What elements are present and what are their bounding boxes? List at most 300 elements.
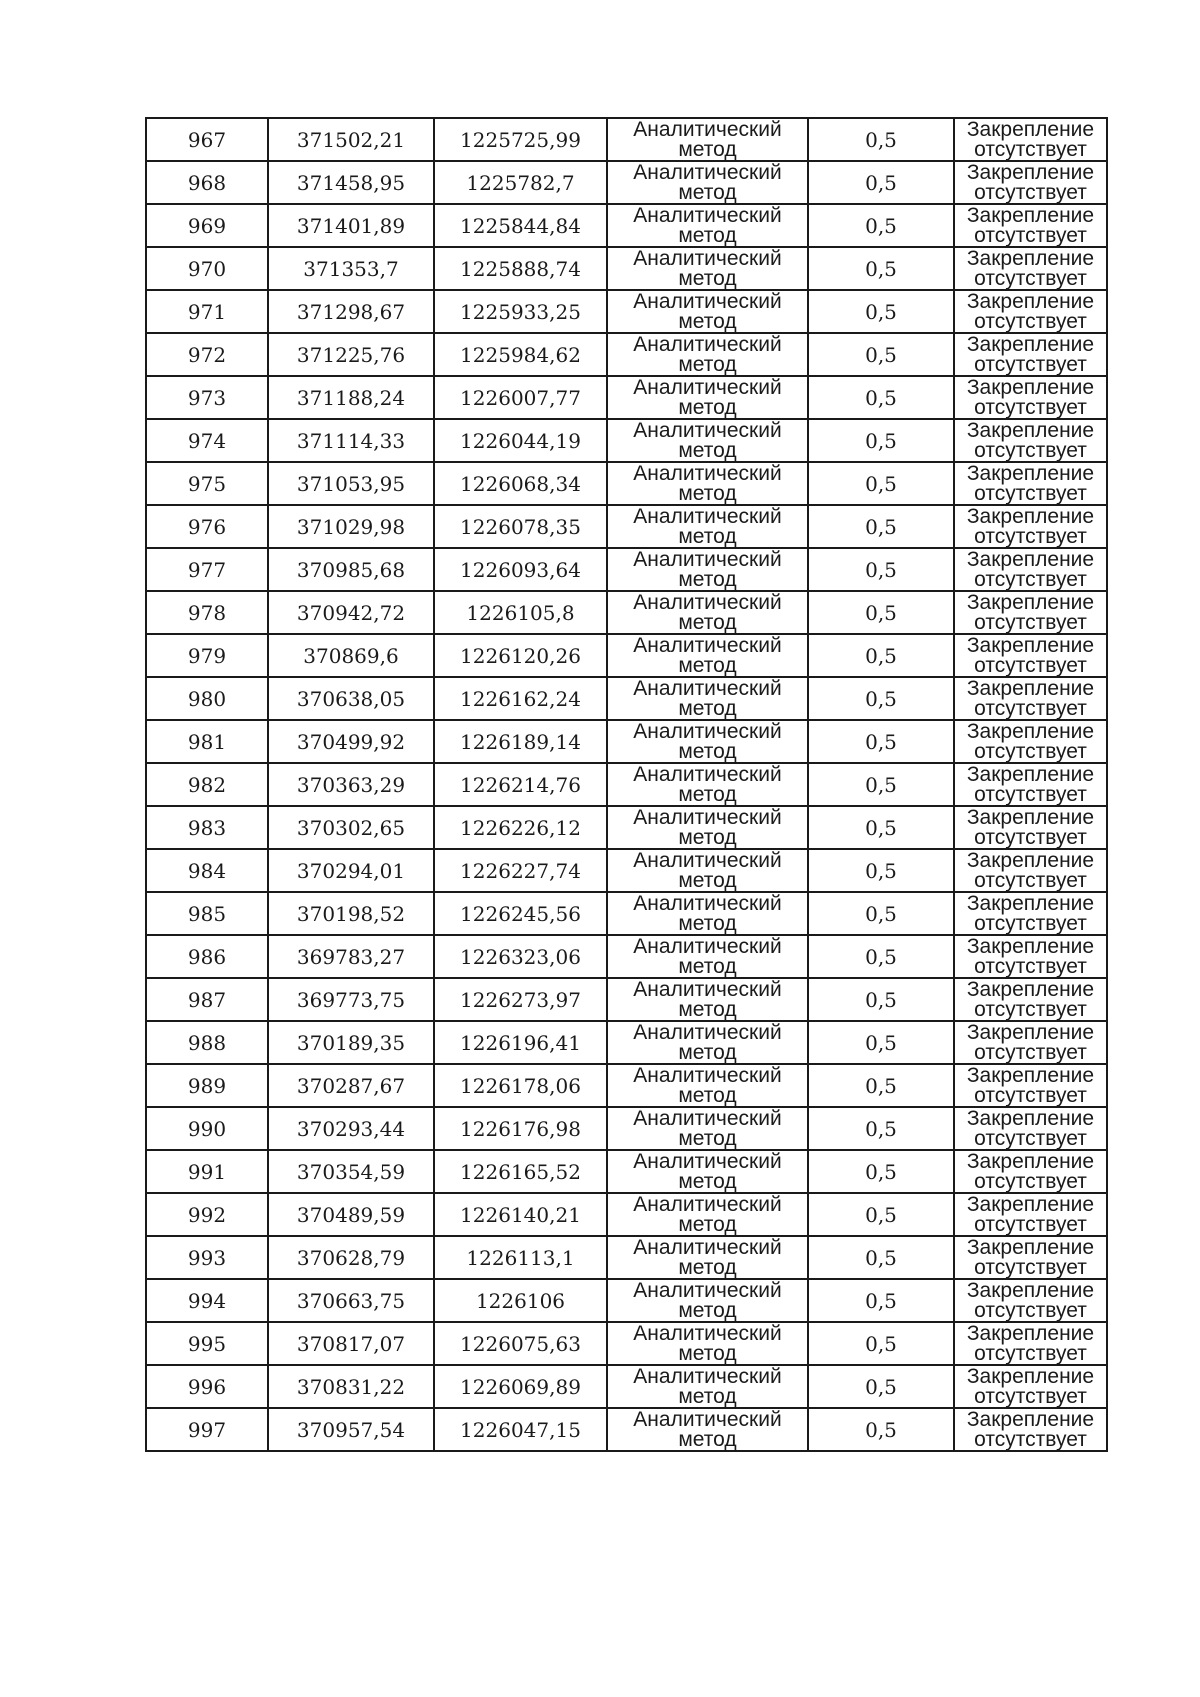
y-coordinate-cell: 1225844,84	[434, 204, 607, 247]
point-number-cell: 985	[146, 892, 268, 935]
fixing-cell-line: отсутствует	[974, 1255, 1087, 1279]
accuracy-cell: 0,5	[808, 161, 954, 204]
table-row	[146, 1150, 1107, 1193]
fixing-cell-line: Закрепление	[966, 1321, 1095, 1345]
fixing-cell	[954, 1064, 1107, 1107]
method-cell-line: Аналитический	[633, 1063, 782, 1087]
point-number-cell: 992	[146, 1193, 268, 1236]
method-cell	[607, 548, 808, 591]
method-cell-line: Аналитический	[633, 289, 782, 313]
y-coordinate-cell: 1225933,25	[434, 290, 607, 333]
method-cell-line: Аналитический	[633, 977, 782, 1001]
table-row	[146, 1365, 1107, 1408]
y-coordinate-cell: 1226120,26	[434, 634, 607, 677]
x-coordinate-cell: 370869,6	[268, 634, 434, 677]
method-cell-line: Аналитический	[633, 934, 782, 958]
method-cell-line: метод	[678, 653, 737, 677]
point-number-cell: 987	[146, 978, 268, 1021]
fixing-cell-line: отсутствует	[974, 1126, 1087, 1150]
fixing-cell	[954, 1236, 1107, 1279]
method-cell-line: метод	[678, 266, 737, 290]
fixing-cell	[954, 1322, 1107, 1365]
fixing-cell	[954, 1365, 1107, 1408]
fixing-cell	[954, 849, 1107, 892]
y-coordinate-cell: 1226178,06	[434, 1064, 607, 1107]
fixing-cell-line: отсутствует	[974, 1212, 1087, 1236]
fixing-cell-line: Закрепление	[966, 1278, 1095, 1302]
point-number-cell: 975	[146, 462, 268, 505]
fixing-cell-line: отсутствует	[974, 266, 1087, 290]
accuracy-cell: 0,5	[808, 806, 954, 849]
fixing-cell-line: отсутствует	[974, 782, 1087, 806]
method-cell-line: Аналитический	[633, 1278, 782, 1302]
method-cell-line: метод	[678, 1212, 737, 1236]
fixing-cell-line: отсутствует	[974, 610, 1087, 634]
method-cell-line: Аналитический	[633, 1364, 782, 1388]
method-cell-line: Аналитический	[633, 762, 782, 786]
method-cell-line: метод	[678, 825, 737, 849]
fixing-cell-line: отсутствует	[974, 653, 1087, 677]
method-cell	[607, 204, 808, 247]
fixing-cell	[954, 419, 1107, 462]
y-coordinate-cell: 1226007,77	[434, 376, 607, 419]
x-coordinate-cell: 370354,59	[268, 1150, 434, 1193]
fixing-cell-line: отсутствует	[974, 1169, 1087, 1193]
point-number-cell: 991	[146, 1150, 268, 1193]
method-cell-line: метод	[678, 954, 737, 978]
accuracy-cell: 0,5	[808, 118, 954, 161]
fixing-cell-line: Закрепление	[966, 504, 1095, 528]
fixing-cell	[954, 118, 1107, 161]
method-cell-line: метод	[678, 180, 737, 204]
method-cell-line: Аналитический	[633, 633, 782, 657]
fixing-cell-line: отсутствует	[974, 997, 1087, 1021]
table-row	[146, 333, 1107, 376]
x-coordinate-cell: 370294,01	[268, 849, 434, 892]
fixing-cell-line: Закрепление	[966, 1106, 1095, 1130]
fixing-cell-line: отсутствует	[974, 739, 1087, 763]
method-cell	[607, 1064, 808, 1107]
fixing-cell	[954, 1021, 1107, 1064]
fixing-cell-line: Закрепление	[966, 289, 1095, 313]
y-coordinate-cell: 1226245,56	[434, 892, 607, 935]
accuracy-cell: 0,5	[808, 333, 954, 376]
method-cell	[607, 634, 808, 677]
method-cell-line: Аналитический	[633, 805, 782, 829]
method-cell-line: Аналитический	[633, 504, 782, 528]
y-coordinate-cell: 1226047,15	[434, 1408, 607, 1451]
method-cell	[607, 806, 808, 849]
table-row	[146, 677, 1107, 720]
method-cell-line: метод	[678, 524, 737, 548]
accuracy-cell: 0,5	[808, 419, 954, 462]
table-row	[146, 763, 1107, 806]
fixing-cell-line: Закрепление	[966, 934, 1095, 958]
accuracy-cell: 0,5	[808, 720, 954, 763]
point-number-cell: 996	[146, 1365, 268, 1408]
fixing-cell-line: Закрепление	[966, 633, 1095, 657]
fixing-cell-line: отсутствует	[974, 696, 1087, 720]
fixing-cell	[954, 1408, 1107, 1451]
accuracy-cell: 0,5	[808, 591, 954, 634]
fixing-cell-line: Закрепление	[966, 1364, 1095, 1388]
table-row	[146, 204, 1107, 247]
accuracy-cell: 0,5	[808, 1279, 954, 1322]
point-number-cell: 981	[146, 720, 268, 763]
method-cell-line: метод	[678, 1169, 737, 1193]
x-coordinate-cell: 370363,29	[268, 763, 434, 806]
x-coordinate-cell: 371401,89	[268, 204, 434, 247]
method-cell-line: метод	[678, 739, 737, 763]
method-cell-line: метод	[678, 1298, 737, 1322]
y-coordinate-cell: 1226106	[434, 1279, 607, 1322]
method-cell-line: Аналитический	[633, 418, 782, 442]
x-coordinate-cell: 370287,67	[268, 1064, 434, 1107]
method-cell-line: метод	[678, 1040, 737, 1064]
method-cell-line: Аналитический	[633, 891, 782, 915]
y-coordinate-cell: 1226273,97	[434, 978, 607, 1021]
method-cell	[607, 892, 808, 935]
accuracy-cell: 0,5	[808, 935, 954, 978]
accuracy-cell: 0,5	[808, 376, 954, 419]
method-cell	[607, 333, 808, 376]
method-cell-line: Аналитический	[633, 1192, 782, 1216]
accuracy-cell: 0,5	[808, 978, 954, 1021]
x-coordinate-cell: 371225,76	[268, 333, 434, 376]
method-cell-line: метод	[678, 481, 737, 505]
fixing-cell	[954, 677, 1107, 720]
method-cell-line: метод	[678, 395, 737, 419]
x-coordinate-cell: 371188,24	[268, 376, 434, 419]
fixing-cell	[954, 1279, 1107, 1322]
method-cell	[607, 161, 808, 204]
table-row	[146, 1322, 1107, 1365]
y-coordinate-cell: 1226214,76	[434, 763, 607, 806]
accuracy-cell: 0,5	[808, 1150, 954, 1193]
fixing-cell-line: Закрепление	[966, 461, 1095, 485]
accuracy-cell: 0,5	[808, 1236, 954, 1279]
x-coordinate-cell: 371114,33	[268, 419, 434, 462]
method-cell	[607, 462, 808, 505]
y-coordinate-cell: 1226113,1	[434, 1236, 607, 1279]
point-number-cell: 993	[146, 1236, 268, 1279]
table-row	[146, 978, 1107, 1021]
y-coordinate-cell: 1226068,34	[434, 462, 607, 505]
point-number-cell: 979	[146, 634, 268, 677]
accuracy-cell: 0,5	[808, 1365, 954, 1408]
fixing-cell-line: Закрепление	[966, 891, 1095, 915]
point-number-cell: 988	[146, 1021, 268, 1064]
point-number-cell: 989	[146, 1064, 268, 1107]
table-row	[146, 118, 1107, 161]
accuracy-cell: 0,5	[808, 1408, 954, 1451]
point-number-cell: 977	[146, 548, 268, 591]
fixing-cell-line: отсутствует	[974, 954, 1087, 978]
point-number-cell: 997	[146, 1408, 268, 1451]
table-row	[146, 1279, 1107, 1322]
accuracy-cell: 0,5	[808, 1107, 954, 1150]
method-cell	[607, 849, 808, 892]
method-cell-line: метод	[678, 696, 737, 720]
method-cell-line: метод	[678, 911, 737, 935]
table-row	[146, 1021, 1107, 1064]
table-row	[146, 849, 1107, 892]
x-coordinate-cell: 371298,67	[268, 290, 434, 333]
method-cell-line: Аналитический	[633, 848, 782, 872]
method-cell	[607, 591, 808, 634]
x-coordinate-cell: 370957,54	[268, 1408, 434, 1451]
table-row	[146, 892, 1107, 935]
point-number-cell: 995	[146, 1322, 268, 1365]
method-cell-line: Аналитический	[633, 1235, 782, 1259]
fixing-cell-line: отсутствует	[974, 1298, 1087, 1322]
method-cell	[607, 376, 808, 419]
method-cell-line: Аналитический	[633, 547, 782, 571]
x-coordinate-cell: 371053,95	[268, 462, 434, 505]
method-cell-line: Аналитический	[633, 590, 782, 614]
y-coordinate-cell: 1226176,98	[434, 1107, 607, 1150]
fixing-cell-line: Закрепление	[966, 1020, 1095, 1044]
y-coordinate-cell: 1226162,24	[434, 677, 607, 720]
point-number-cell: 984	[146, 849, 268, 892]
method-cell	[607, 1408, 808, 1451]
fixing-cell	[954, 204, 1107, 247]
x-coordinate-cell: 370638,05	[268, 677, 434, 720]
method-cell-line: метод	[678, 782, 737, 806]
table-row	[146, 1064, 1107, 1107]
method-cell-line: Аналитический	[633, 246, 782, 270]
fixing-cell-line: Закрепление	[966, 977, 1095, 1001]
x-coordinate-cell: 370831,22	[268, 1365, 434, 1408]
accuracy-cell: 0,5	[808, 1064, 954, 1107]
method-cell-line: Аналитический	[633, 719, 782, 743]
table-row	[146, 462, 1107, 505]
point-number-cell: 994	[146, 1279, 268, 1322]
table-row	[146, 419, 1107, 462]
y-coordinate-cell: 1226075,63	[434, 1322, 607, 1365]
table-row	[146, 161, 1107, 204]
fixing-cell	[954, 806, 1107, 849]
point-number-cell: 969	[146, 204, 268, 247]
fixing-cell-line: Закрепление	[966, 547, 1095, 571]
fixing-cell-line: Закрепление	[966, 1235, 1095, 1259]
accuracy-cell: 0,5	[808, 634, 954, 677]
fixing-cell-line: Закрепление	[966, 1063, 1095, 1087]
fixing-cell	[954, 462, 1107, 505]
table-row	[146, 1193, 1107, 1236]
fixing-cell-line: Закрепление	[966, 418, 1095, 442]
fixing-cell-line: Закрепление	[966, 332, 1095, 356]
x-coordinate-cell: 369773,75	[268, 978, 434, 1021]
y-coordinate-cell: 1226078,35	[434, 505, 607, 548]
y-coordinate-cell: 1226093,64	[434, 548, 607, 591]
y-coordinate-cell: 1226140,21	[434, 1193, 607, 1236]
x-coordinate-cell: 370817,07	[268, 1322, 434, 1365]
point-number-cell: 971	[146, 290, 268, 333]
accuracy-cell: 0,5	[808, 763, 954, 806]
method-cell-line: метод	[678, 997, 737, 1021]
method-cell-line: Аналитический	[633, 1321, 782, 1345]
x-coordinate-cell: 370198,52	[268, 892, 434, 935]
table-row	[146, 376, 1107, 419]
x-coordinate-cell: 370489,59	[268, 1193, 434, 1236]
accuracy-cell: 0,5	[808, 204, 954, 247]
x-coordinate-cell: 369783,27	[268, 935, 434, 978]
accuracy-cell: 0,5	[808, 462, 954, 505]
x-coordinate-cell: 370942,72	[268, 591, 434, 634]
fixing-cell-line: Закрепление	[966, 375, 1095, 399]
fixing-cell-line: отсутствует	[974, 911, 1087, 935]
fixing-cell	[954, 634, 1107, 677]
fixing-cell-line: Закрепление	[966, 160, 1095, 184]
accuracy-cell: 0,5	[808, 290, 954, 333]
method-cell	[607, 505, 808, 548]
fixing-cell	[954, 1107, 1107, 1150]
x-coordinate-cell: 371353,7	[268, 247, 434, 290]
y-coordinate-cell: 1226189,14	[434, 720, 607, 763]
method-cell-line: метод	[678, 868, 737, 892]
fixing-cell-line: Закрепление	[966, 719, 1095, 743]
method-cell-line: метод	[678, 1341, 737, 1365]
fixing-cell-line: отсутствует	[974, 395, 1087, 419]
method-cell-line: метод	[678, 438, 737, 462]
point-number-cell: 968	[146, 161, 268, 204]
method-cell	[607, 419, 808, 462]
table-row	[146, 1107, 1107, 1150]
fixing-cell-line: Закрепление	[966, 848, 1095, 872]
fixing-cell-line: отсутствует	[974, 180, 1087, 204]
method-cell-line: Аналитический	[633, 461, 782, 485]
fixing-cell	[954, 247, 1107, 290]
fixing-cell	[954, 935, 1107, 978]
method-cell	[607, 763, 808, 806]
coordinates-table-body	[146, 118, 1107, 1451]
fixing-cell-line: Закрепление	[966, 246, 1095, 270]
method-cell-line: метод	[678, 1126, 737, 1150]
method-cell	[607, 1150, 808, 1193]
method-cell-line: метод	[678, 1255, 737, 1279]
method-cell-line: Аналитический	[633, 1106, 782, 1130]
y-coordinate-cell: 1226226,12	[434, 806, 607, 849]
method-cell-line: Аналитический	[633, 203, 782, 227]
table-row	[146, 505, 1107, 548]
fixing-cell-line: Закрепление	[966, 676, 1095, 700]
fixing-cell-line: отсутствует	[974, 567, 1087, 591]
fixing-cell-line: Закрепление	[966, 117, 1095, 141]
method-cell	[607, 1322, 808, 1365]
accuracy-cell: 0,5	[808, 1193, 954, 1236]
method-cell	[607, 1021, 808, 1064]
method-cell-line: Аналитический	[633, 676, 782, 700]
point-number-cell: 970	[146, 247, 268, 290]
table-row	[146, 720, 1107, 763]
method-cell-line: Аналитический	[633, 1407, 782, 1431]
method-cell-line: метод	[678, 1384, 737, 1408]
accuracy-cell: 0,5	[808, 1021, 954, 1064]
point-number-cell: 980	[146, 677, 268, 720]
fixing-cell-line: отсутствует	[974, 825, 1087, 849]
accuracy-cell: 0,5	[808, 247, 954, 290]
method-cell	[607, 978, 808, 1021]
fixing-cell	[954, 161, 1107, 204]
fixing-cell-line: отсутствует	[974, 1040, 1087, 1064]
fixing-cell	[954, 763, 1107, 806]
method-cell	[607, 1365, 808, 1408]
y-coordinate-cell: 1225888,74	[434, 247, 607, 290]
point-number-cell: 982	[146, 763, 268, 806]
method-cell-line: метод	[678, 610, 737, 634]
y-coordinate-cell: 1226044,19	[434, 419, 607, 462]
table-row	[146, 1408, 1107, 1451]
fixing-cell	[954, 591, 1107, 634]
fixing-cell	[954, 1150, 1107, 1193]
y-coordinate-cell: 1225725,99	[434, 118, 607, 161]
x-coordinate-cell: 371029,98	[268, 505, 434, 548]
fixing-cell-line: Закрепление	[966, 805, 1095, 829]
fixing-cell-line: отсутствует	[974, 309, 1087, 333]
fixing-cell-line: Закрепление	[966, 203, 1095, 227]
method-cell-line: Аналитический	[633, 117, 782, 141]
x-coordinate-cell: 371458,95	[268, 161, 434, 204]
method-cell-line: Аналитический	[633, 1020, 782, 1044]
fixing-cell-line: отсутствует	[974, 1083, 1087, 1107]
table-row	[146, 935, 1107, 978]
x-coordinate-cell: 370293,44	[268, 1107, 434, 1150]
fixing-cell-line: отсутствует	[974, 524, 1087, 548]
fixing-cell-line: отсутствует	[974, 438, 1087, 462]
method-cell	[607, 935, 808, 978]
point-number-cell: 990	[146, 1107, 268, 1150]
table-row	[146, 591, 1107, 634]
point-number-cell: 972	[146, 333, 268, 376]
accuracy-cell: 0,5	[808, 505, 954, 548]
table-row	[146, 806, 1107, 849]
fixing-cell	[954, 333, 1107, 376]
method-cell-line: Аналитический	[633, 1149, 782, 1173]
fixing-cell	[954, 720, 1107, 763]
fixing-cell-line: Закрепление	[966, 590, 1095, 614]
y-coordinate-cell: 1226227,74	[434, 849, 607, 892]
point-number-cell: 986	[146, 935, 268, 978]
fixing-cell-line: отсутствует	[974, 352, 1087, 376]
method-cell	[607, 677, 808, 720]
fixing-cell-line: Закрепление	[966, 762, 1095, 786]
point-number-cell: 978	[146, 591, 268, 634]
coordinates-table	[145, 117, 1108, 1452]
y-coordinate-cell: 1226323,06	[434, 935, 607, 978]
x-coordinate-cell: 371502,21	[268, 118, 434, 161]
method-cell	[607, 290, 808, 333]
method-cell	[607, 720, 808, 763]
x-coordinate-cell: 370302,65	[268, 806, 434, 849]
table-row	[146, 548, 1107, 591]
method-cell-line: Аналитический	[633, 160, 782, 184]
x-coordinate-cell: 370628,79	[268, 1236, 434, 1279]
method-cell	[607, 1279, 808, 1322]
x-coordinate-cell: 370189,35	[268, 1021, 434, 1064]
fixing-cell	[954, 505, 1107, 548]
fixing-cell-line: отсутствует	[974, 1384, 1087, 1408]
method-cell-line: метод	[678, 352, 737, 376]
method-cell-line: метод	[678, 567, 737, 591]
fixing-cell-line: отсутствует	[974, 868, 1087, 892]
method-cell	[607, 118, 808, 161]
point-number-cell: 976	[146, 505, 268, 548]
point-number-cell: 973	[146, 376, 268, 419]
fixing-cell-line: Закрепление	[966, 1149, 1095, 1173]
method-cell-line: метод	[678, 1427, 737, 1451]
method-cell	[607, 247, 808, 290]
